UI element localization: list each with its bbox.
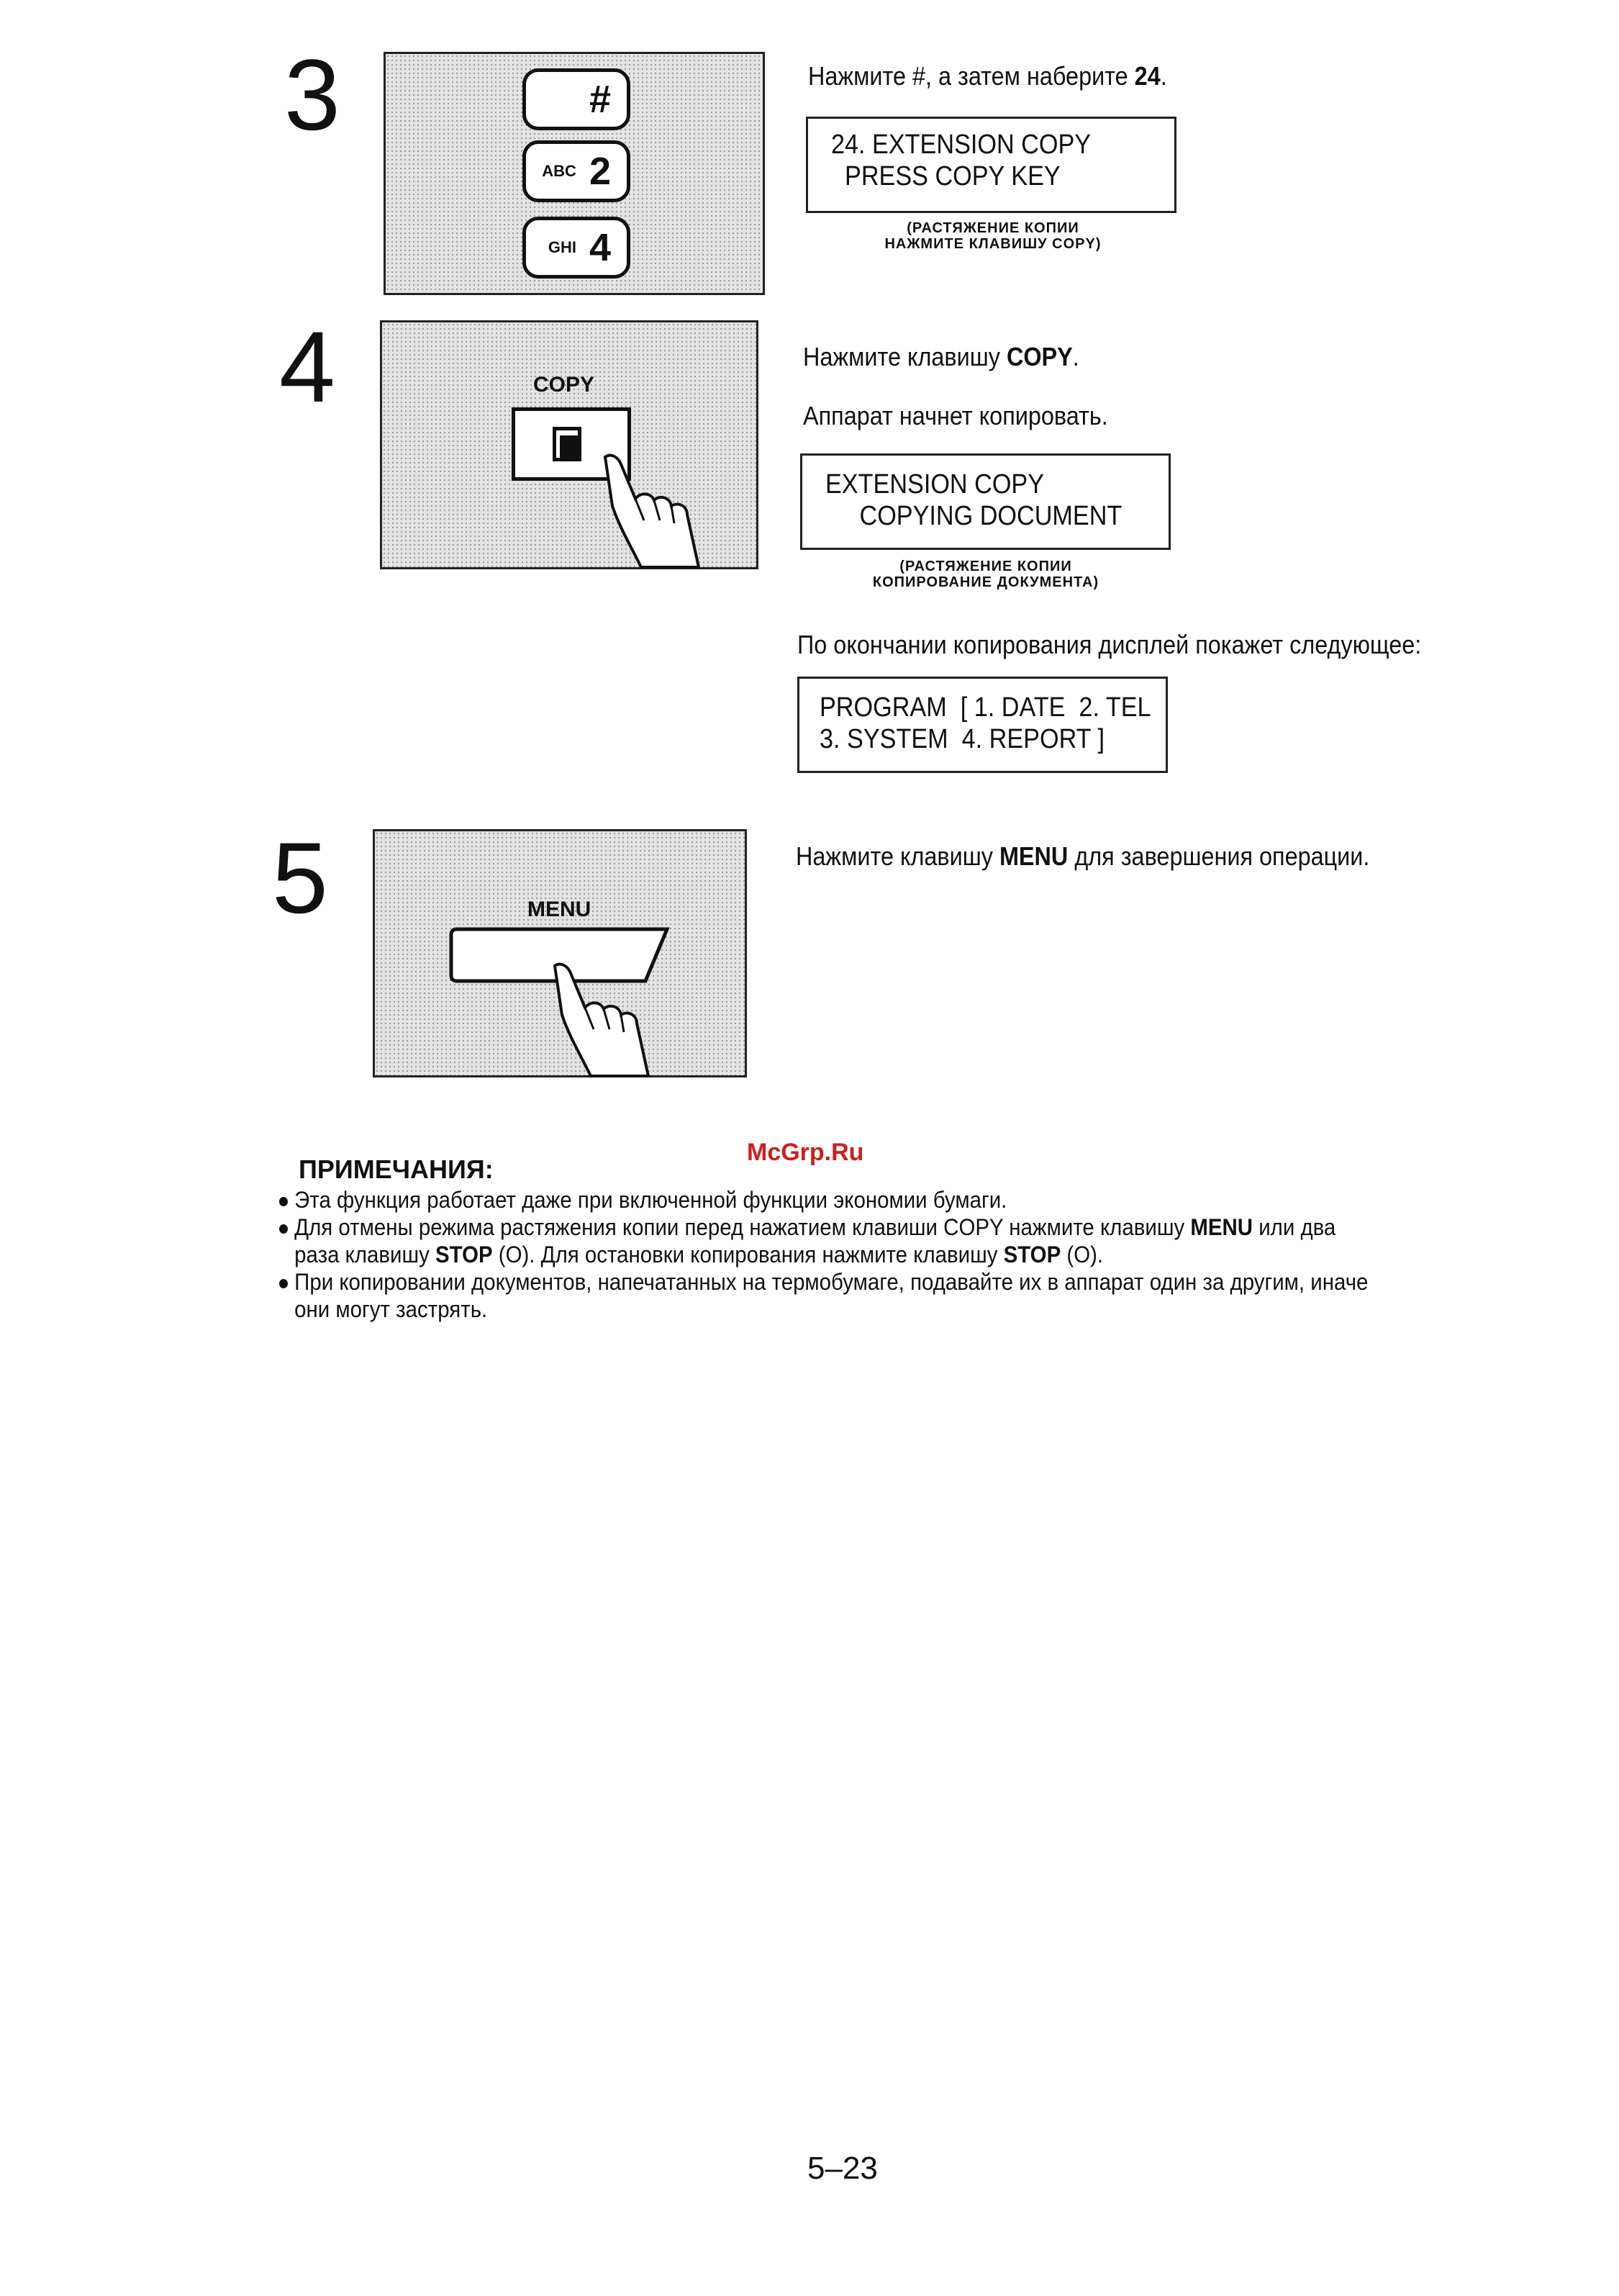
note-2-text-a: Для отмены режима растяжения копии перед нажатием клавиши COPY нажмите клавишу [294, 1214, 1191, 1240]
note-3 [279, 1268, 1368, 1296]
step-4-illustration [380, 320, 758, 569]
note-2-text-f: (O). Для остановки копирования нажмите клавишу [492, 1242, 1004, 1267]
step-3-number: 3 [284, 38, 340, 151]
bullet-icon [279, 1224, 288, 1234]
pointing-hand-icon-2 [540, 957, 670, 1080]
note-1-text: Эта функция работает даже при включенной функции экономии бумаги. [294, 1187, 1007, 1213]
menu-key-label: MENU [527, 898, 591, 921]
key-4-letters: GHI [548, 238, 576, 256]
note-3-cont [279, 1296, 1368, 1323]
step-4-caption-line-2: КОПИРОВАНИЕ ДОКУМЕНТА) [872, 574, 1099, 590]
note-3-text-b: они могут застрять. [294, 1296, 488, 1322]
note-1 [279, 1186, 1368, 1213]
step-4-display-line-1: EXTENSION COPY [825, 469, 1045, 500]
note-2-bold-menu: MENU [1190, 1214, 1253, 1240]
note-2-text-h: (O). [1061, 1242, 1104, 1267]
note-2-text-c: или два [1253, 1214, 1336, 1240]
step-4-after-text: По окончании копирования дисплей покажет следующее: [797, 630, 1422, 659]
notes-title: ПРИМЕЧАНИЯ: [299, 1154, 494, 1184]
step-3-illustration [384, 52, 765, 295]
step-4-instruction-end: . [1072, 342, 1079, 371]
hash-key-label: # [589, 78, 611, 121]
step-3-display [806, 117, 1176, 213]
step-4-caption-line-1: (РАСТЯЖЕНИЕ КОПИИ [899, 559, 1072, 574]
key-2-letters: ABC [542, 162, 576, 180]
step-5-instruction [796, 841, 1369, 872]
copy-key-label: COPY [533, 373, 595, 397]
note-2-text-d: раза клавишу [294, 1242, 435, 1267]
program-display-line-2: 3. SYSTEM 4. REPORT ] [820, 724, 1105, 754]
pointing-hand-icon [591, 448, 720, 571]
step-4-caption [813, 559, 1158, 590]
step-3-instruction-text: Нажмите #, а затем наберите [808, 61, 1135, 91]
step-4-instruction [803, 341, 1079, 372]
key-2-digit: 2 [589, 150, 611, 193]
step-3-caption [820, 220, 1166, 252]
note-2-bold-stop-2: STOP [1003, 1242, 1061, 1267]
step-3-caption-line-2: НАЖМИТЕ КЛАВИШУ COPY) [884, 236, 1102, 252]
step-4-program-display [797, 677, 1168, 773]
key-2 [522, 140, 630, 202]
note-2 [279, 1213, 1368, 1241]
step-5-instruction-pre: Нажмите клавишу [796, 841, 999, 871]
step-4-instruction-text: Нажмите клавишу [803, 342, 1007, 371]
note-3-text-a: При копировании документов, напечатанных на термобумаге, подавайте их в аппарат один за другим, иначе [294, 1269, 1369, 1295]
step-3-caption-line-1: (РАСТЯЖЕНИЕ КОПИИ [907, 220, 1079, 236]
step-3-instruction-bold: 24 [1134, 61, 1161, 91]
hash-key [522, 68, 630, 130]
step-4-number: 4 [279, 310, 335, 423]
program-display-line-1: PROGRAM [ 1. DATE 2. TEL [820, 692, 1151, 723]
notes-list [279, 1186, 1463, 1323]
step-5-instruction-bold: MENU [999, 841, 1069, 871]
step-5-number: 5 [272, 821, 328, 934]
step-3-display-line-1: 24. EXTENSION COPY [831, 130, 1092, 160]
step-3-instruction [808, 60, 1167, 91]
watermark: McGrp.Ru [747, 1139, 864, 1166]
step-4-display [800, 453, 1171, 550]
step-4-display-line-2: COPYING DOCUMENT [825, 501, 1123, 531]
bullet-icon [279, 1279, 288, 1288]
step-3-display-line-2: PRESS COPY KEY [831, 161, 1061, 191]
step-4-instruction-2: Аппарат начнет копировать. [803, 401, 1108, 430]
step-4-instruction-bold: COPY [1006, 342, 1073, 371]
page-number: 5–23 [807, 2151, 878, 2186]
step-5-illustration [373, 829, 747, 1077]
step-5-instruction-post: для завершения операции. [1068, 841, 1370, 871]
key-4 [522, 217, 630, 279]
note-2-bold-stop-1: STOP [435, 1242, 493, 1267]
key-4-digit: 4 [589, 226, 611, 269]
step-3-instruction-end: . [1160, 61, 1167, 91]
note-2-cont [279, 1241, 1368, 1268]
bullet-icon [279, 1197, 288, 1206]
